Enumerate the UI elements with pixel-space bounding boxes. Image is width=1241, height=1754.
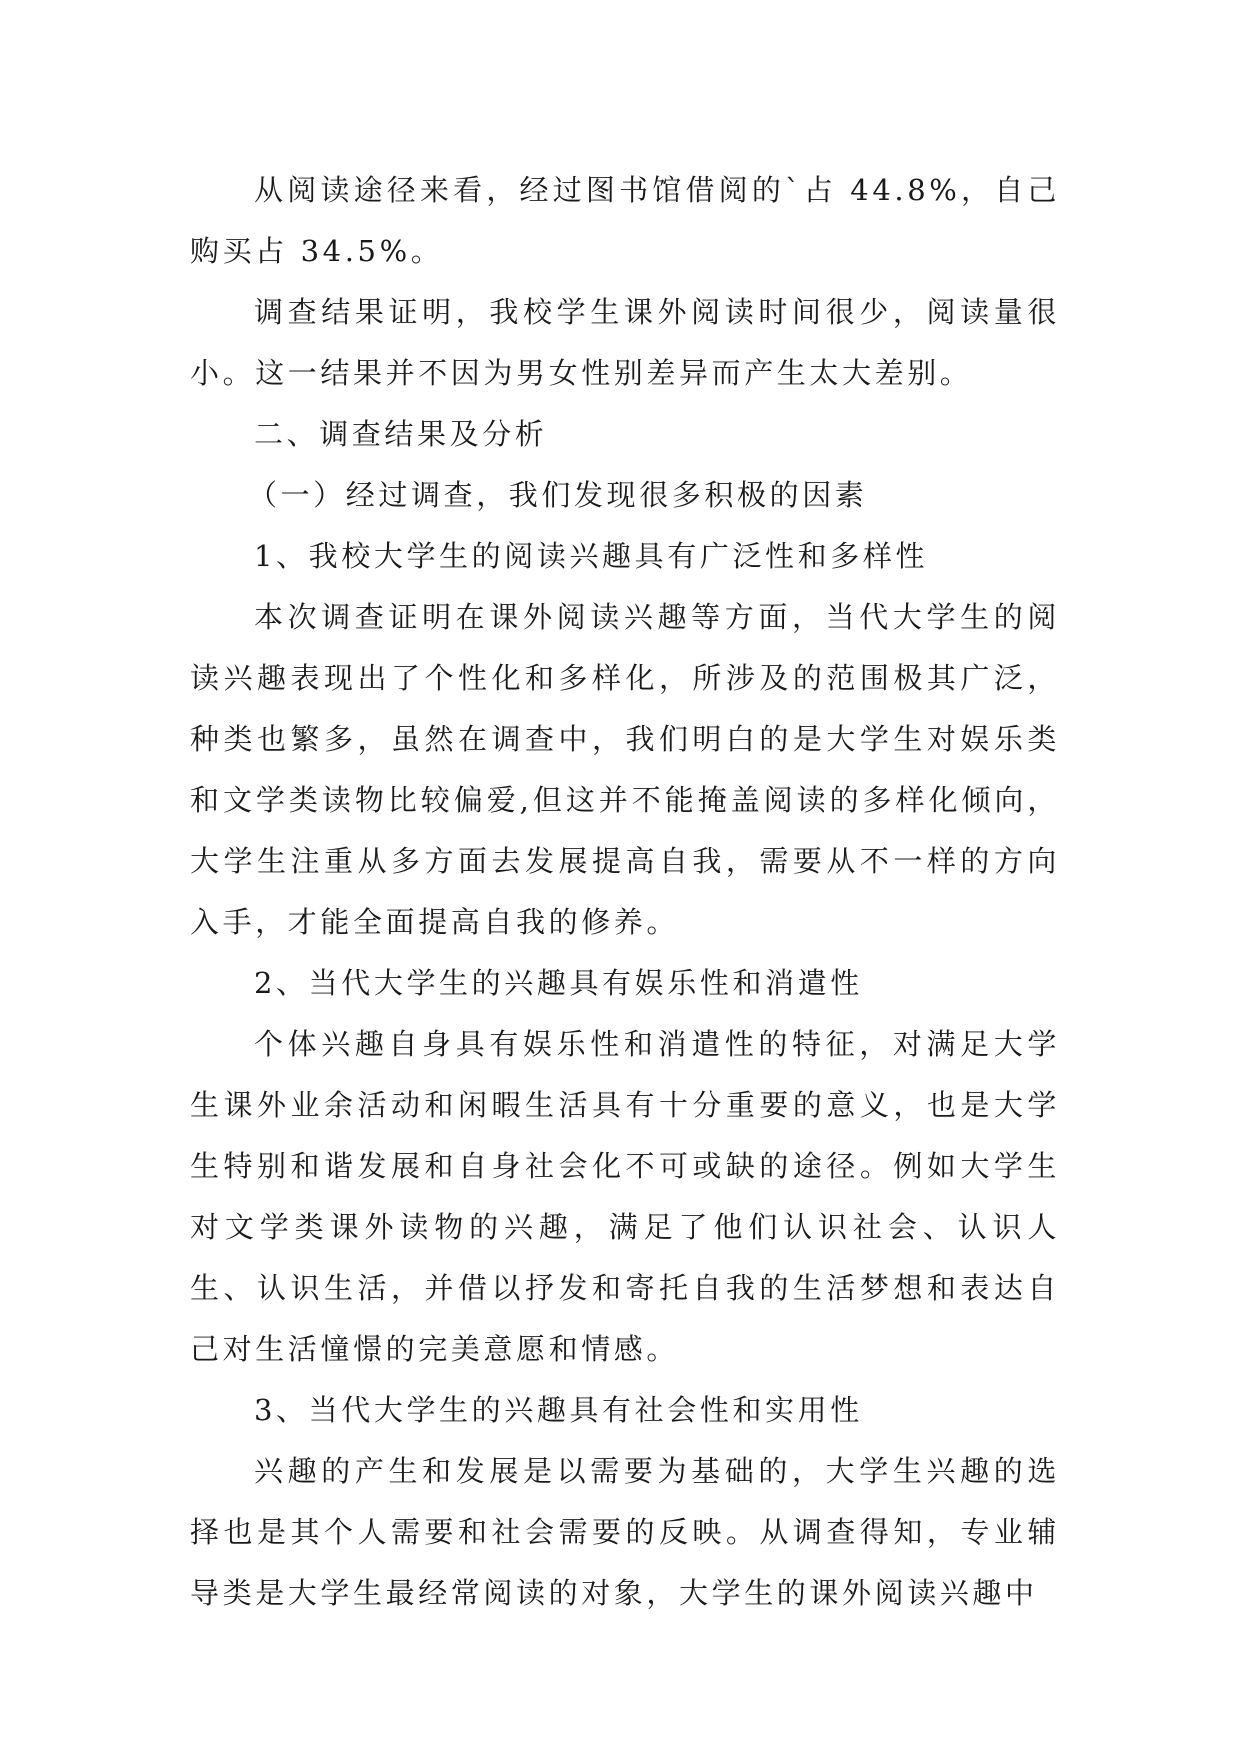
point-heading-1: 1、我校大学生的阅读兴趣具有广泛性和多样性 bbox=[254, 539, 929, 573]
document-page bbox=[190, 160, 1060, 1624]
section-heading: 二、调查结果及分析 bbox=[254, 417, 548, 451]
paragraph-point-1: 本次调查证明在课外阅读兴趣等方面，当代大学生的阅读兴趣表现出了个性化和多样化，所涉及的范围极其广泛，种类也繁多，虽然在调查中，我们明白的是大学生对娱乐类和文学类读物比较偏爱,但这并不能掩盖阅读的多样化倾向，大学生注重从多方面去发展提高自我，需要从不一样的方向入手，才能全面提高自我的修养。 bbox=[190, 600, 1060, 939]
paragraph-survey-result: 调查结果证明，我校学生课外阅读时间很少，阅读量很小。这一结果并不因为男女性别差异而产生太大差别。 bbox=[190, 295, 1060, 390]
subsection-heading: （一）经过调查，我们发现很多积极的因素 bbox=[248, 478, 868, 512]
paragraph-point-2: 个体兴趣自身具有娱乐性和消遣性的特征，对满足大学生课外业余活动和闲暇生活具有十分重要的意义，也是大学生特别和谐发展和自身社会化不可或缺的途径。例如大学生对文学类课外读物的兴趣，满足了他们认识社会、认识人生、认识生活，并借以抒发和寄托自我的生活梦想和表达自己对生活憧憬的完美意愿和情感。 bbox=[190, 1027, 1060, 1366]
point-heading-3: 3、当代大学生的兴趣具有社会性和实用性 bbox=[254, 1393, 863, 1427]
paragraph-point-3: 兴趣的产生和发展是以需要为基础的，大学生兴趣的选择也是其个人需要和社会需要的反映。从调查得知，专业辅导类是大学生最经常阅读的对象，大学生的课外阅读兴趣中 bbox=[190, 1454, 1060, 1610]
paragraph-reading-channels: 从阅读途径来看，经过图书馆借阅的`占 44.8%，自己购买占 34.5%。 bbox=[190, 173, 1060, 268]
point-heading-2: 2、当代大学生的兴趣具有娱乐性和消遣性 bbox=[254, 966, 863, 1000]
